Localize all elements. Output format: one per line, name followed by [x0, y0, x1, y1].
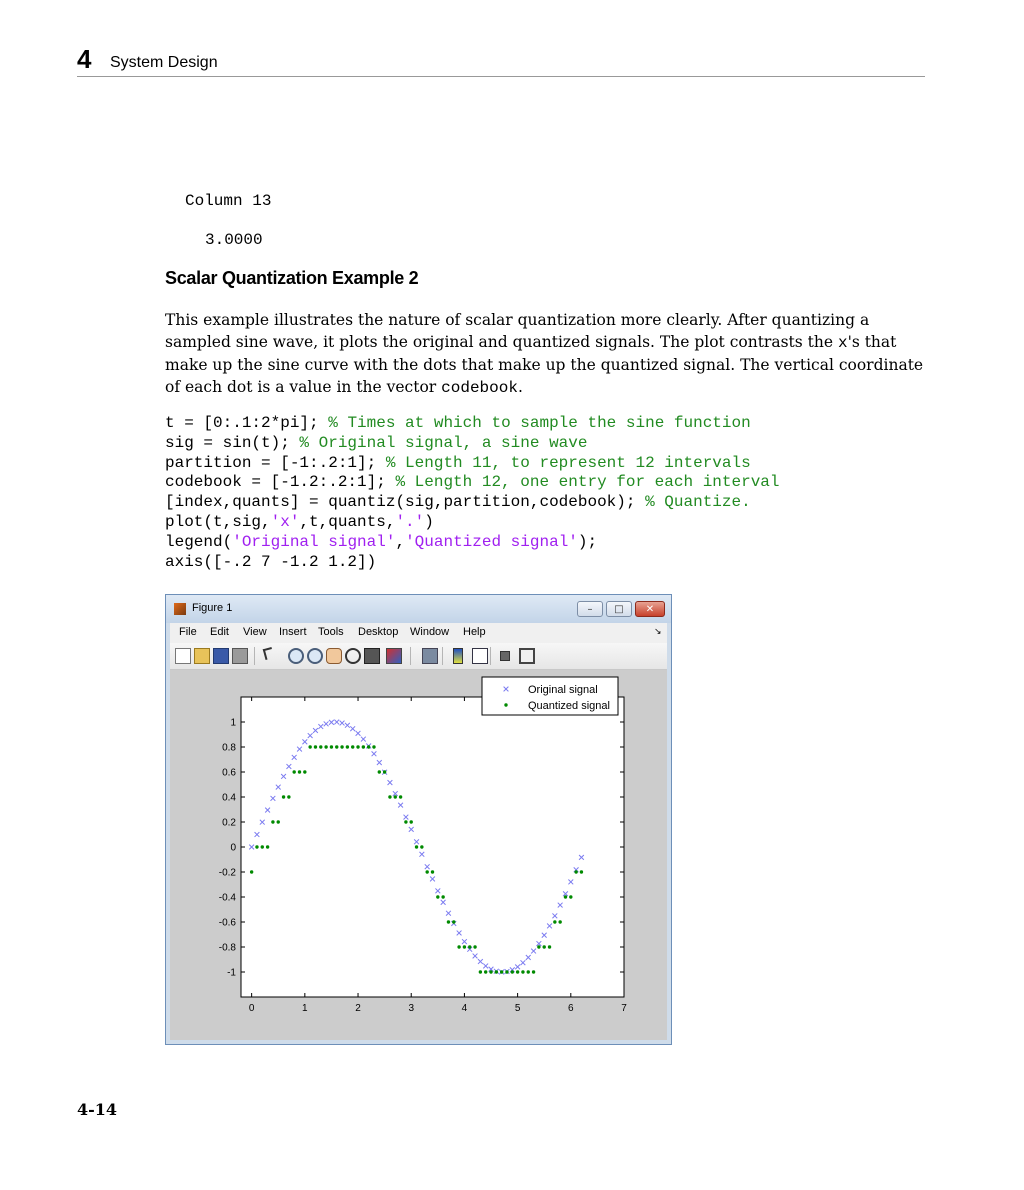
- quantized-signal-point: [537, 945, 540, 948]
- quantized-signal-point: [378, 770, 381, 773]
- quantized-signal-point: [261, 845, 264, 848]
- hide-tools-icon[interactable]: [500, 651, 510, 661]
- quantized-signal-point: [580, 870, 583, 873]
- y-tick-label: -0.2: [218, 867, 236, 879]
- quantized-signal-point: [415, 845, 418, 848]
- figure-canvas[interactable]: [170, 670, 667, 1040]
- quantized-signal-point: [436, 895, 439, 898]
- x-tick-label: 0: [248, 1003, 255, 1014]
- legend-icon[interactable]: [472, 648, 488, 664]
- y-tick-label: 0.2: [222, 817, 236, 829]
- print-icon[interactable]: [232, 648, 248, 664]
- y-tick-label: -1: [227, 967, 236, 979]
- y-tick-label: 0: [230, 842, 236, 854]
- paragraph-text-1: This example illustrates the nature of scalar quantization more clearly. After quantizing a sampled sine wave, it plots the original and quantized signals. The plot contrasts the: [165, 311, 870, 351]
- quantized-signal-point: [292, 770, 295, 773]
- pointer-icon[interactable]: [263, 647, 275, 660]
- quantized-signal-point: [420, 845, 423, 848]
- quantized-signal-point: [298, 770, 301, 773]
- new-figure-icon[interactable]: [175, 648, 191, 664]
- maximize-button[interactable]: □: [606, 601, 632, 617]
- output-value: 3.0000: [205, 231, 263, 249]
- quantized-signal-point: [282, 795, 285, 798]
- brush-icon[interactable]: [386, 648, 402, 664]
- matlab-logo-icon: [174, 603, 186, 615]
- y-tick-label: 1: [230, 717, 236, 729]
- plot-svg[interactable]: [170, 670, 667, 1040]
- quantized-signal-point: [425, 870, 428, 873]
- link-icon[interactable]: [422, 648, 438, 664]
- quantized-signal-point: [399, 795, 402, 798]
- code-text: ,t,quants,: [299, 512, 396, 531]
- quantized-signal-point: [330, 745, 333, 748]
- header-rule: [77, 76, 925, 77]
- quantized-signal-point: [383, 770, 386, 773]
- quantized-signal-point: [431, 870, 434, 873]
- code-line: [165, 414, 780, 434]
- pan-hand-icon[interactable]: [326, 648, 342, 664]
- chapter-number: 4: [77, 44, 92, 74]
- quantized-signal-point: [457, 945, 460, 948]
- quantized-signal-point: [308, 745, 311, 748]
- quantized-signal-point: [527, 970, 530, 973]
- code-text: plot(t,sig,: [165, 512, 271, 531]
- quantized-signal-point: [346, 745, 349, 748]
- quantized-signal-point: [484, 970, 487, 973]
- quantized-signal-point: [505, 970, 508, 973]
- quantized-signal-point: [463, 945, 466, 948]
- inline-code-codebook: codebook: [441, 379, 518, 397]
- quantized-signal-point: [362, 745, 365, 748]
- code-string: '.': [395, 512, 425, 531]
- section-title: Scalar Quantization Example 2: [165, 268, 419, 288]
- legend-original-label: Original signal: [528, 684, 598, 696]
- toolbar-separator: [442, 647, 443, 665]
- quantized-signal-point: [495, 970, 498, 973]
- menu-desktop[interactable]: Desktop: [358, 626, 399, 638]
- quantized-signal-point: [410, 820, 413, 823]
- menu-file[interactable]: File: [179, 626, 197, 638]
- code-text: ,: [395, 532, 406, 551]
- quantized-signal-point: [324, 745, 327, 748]
- quantized-signal-point: [489, 970, 492, 973]
- quantized-signal-point: [511, 970, 514, 973]
- menu-window[interactable]: Window: [410, 626, 450, 638]
- quantized-signal-point: [441, 895, 444, 898]
- inline-code-x: x: [837, 334, 848, 352]
- quantized-signal-point: [543, 945, 546, 948]
- save-icon[interactable]: [213, 648, 229, 664]
- menu-help[interactable]: Help: [463, 626, 486, 638]
- x-tick-label: 5: [514, 1003, 521, 1014]
- x-tick-label: 1: [302, 1003, 308, 1014]
- code-comment: % Quantize.: [645, 493, 751, 512]
- page-number: 4-14: [77, 1100, 118, 1119]
- paragraph-text-2: 's that make up the sine curve with the dots that make up the quantized signal. The vertical coordinate of each dot is a value in the vector: [165, 333, 924, 396]
- zoom-out-icon[interactable]: [307, 648, 323, 664]
- close-button[interactable]: ✕: [635, 601, 665, 617]
- code-line: [165, 454, 780, 474]
- data-cursor-icon[interactable]: [364, 648, 380, 664]
- y-tick-label: 0.4: [222, 792, 236, 804]
- toolbar-separator: [490, 647, 491, 665]
- quantized-signal-point: [479, 970, 482, 973]
- quantized-signal-point: [255, 845, 258, 848]
- code-line: [165, 434, 780, 454]
- quantized-signal-point: [335, 745, 338, 748]
- toolbar-separator: [254, 647, 255, 665]
- y-tick-label: -0.4: [218, 892, 236, 904]
- code-string: 'Original signal': [232, 532, 396, 551]
- colorbar-icon[interactable]: [453, 648, 463, 664]
- output-column-label: Column 13: [185, 192, 272, 210]
- quantized-signal-point: [473, 945, 476, 948]
- code-line: [165, 553, 780, 573]
- dock-arrow-icon[interactable]: ↘: [654, 626, 662, 636]
- code-comment: % Length 11, to represent 12 intervals: [385, 453, 751, 472]
- code-line: [165, 513, 780, 533]
- quantized-signal-point: [548, 945, 551, 948]
- quantized-signal-point: [271, 820, 274, 823]
- quantized-signal-point: [367, 745, 370, 748]
- code-line: [165, 493, 780, 513]
- menu-insert[interactable]: Insert: [279, 626, 307, 638]
- quantized-signal-point: [447, 920, 450, 923]
- quantized-signal-point: [394, 795, 397, 798]
- quantized-signal-point: [553, 920, 556, 923]
- code-comment: % Original signal, a sine wave: [299, 433, 588, 452]
- quantized-signal-point: [404, 820, 407, 823]
- zoom-in-icon[interactable]: [288, 648, 304, 664]
- code-line: [165, 473, 780, 493]
- code-text: partition = [-1:.2:1];: [165, 453, 386, 472]
- code-line: [165, 533, 780, 553]
- code-text: [index,quants] = quantiz(sig,partition,codebook);: [165, 493, 646, 512]
- figure-titlebar[interactable]: [166, 595, 671, 623]
- x-tick-label: 7: [621, 1003, 627, 1014]
- quantized-signal-point: [303, 770, 306, 773]
- menu-tools[interactable]: Tools: [318, 626, 344, 638]
- code-comment: % Times at which to sample the sine function: [328, 414, 751, 432]
- quantized-signal-point: [287, 795, 290, 798]
- legend-quantized-label: Quantized signal: [528, 700, 610, 712]
- quantized-signal-point: [521, 970, 524, 973]
- paragraph-text-3: .: [517, 378, 523, 396]
- body-paragraph: [165, 309, 925, 399]
- figure-window[interactable]: [165, 594, 672, 1045]
- quantized-signal-point: [516, 970, 519, 973]
- quantized-signal-point: [558, 920, 561, 923]
- y-tick-label: -0.6: [218, 917, 236, 929]
- plot-axes-box[interactable]: [241, 697, 624, 997]
- quantized-signal-point: [351, 745, 354, 748]
- quantized-signal-point: [564, 895, 567, 898]
- x-tick-label: 3: [408, 1003, 415, 1014]
- code-text: ): [424, 512, 434, 531]
- open-file-icon[interactable]: [194, 648, 210, 664]
- menu-edit[interactable]: Edit: [210, 626, 229, 638]
- code-text: legend(: [165, 532, 233, 551]
- y-tick-label: -0.8: [218, 942, 236, 954]
- code-text: axis([-.2 7 -1.2 1.2]): [165, 552, 377, 571]
- quantized-signal-point: [372, 745, 375, 748]
- toolbar-separator: [410, 647, 411, 665]
- quantized-signal-point: [266, 845, 269, 848]
- quantized-signal-point: [569, 895, 572, 898]
- x-tick-label: 4: [461, 1003, 468, 1014]
- quantized-signal-point: [574, 870, 577, 873]
- legend-quantized-marker: [504, 703, 507, 706]
- quantized-signal-point: [277, 820, 280, 823]
- quantized-signal-point: [250, 870, 253, 873]
- code-string: 'Quantized signal': [405, 532, 578, 551]
- figure-toolbar: [170, 643, 667, 670]
- code-comment: % Length 12, one entry for each interval: [395, 473, 780, 492]
- code-text: );: [577, 532, 598, 551]
- quantized-signal-point: [340, 745, 343, 748]
- quantized-signal-point: [532, 970, 535, 973]
- chapter-title: System Design: [110, 54, 218, 71]
- minimize-button[interactable]: –: [577, 601, 603, 617]
- figure-title: Figure 1: [192, 602, 233, 614]
- rotate-3d-icon[interactable]: [345, 648, 361, 664]
- quantized-signal-point: [468, 945, 471, 948]
- code-text: sig = sin(t);: [165, 433, 300, 452]
- y-tick-label: 0.6: [222, 767, 236, 779]
- quantized-signal-point: [314, 745, 317, 748]
- menu-view[interactable]: View: [243, 626, 267, 638]
- x-tick-label: 2: [355, 1003, 361, 1014]
- quantized-signal-point: [319, 745, 322, 748]
- code-text: t = [0:.1:2*pi];: [165, 414, 329, 432]
- code-listing: [165, 414, 780, 572]
- quantized-signal-point: [500, 970, 503, 973]
- y-tick-label: 0.8: [222, 742, 236, 754]
- quantized-signal-point: [356, 745, 359, 748]
- x-tick-label: 6: [568, 1003, 574, 1014]
- quantized-signal-point: [452, 920, 455, 923]
- show-tools-icon[interactable]: [519, 648, 535, 664]
- code-string: 'x': [270, 512, 300, 531]
- code-text: codebook = [-1.2:.2:1];: [165, 473, 396, 492]
- figure-menubar: [170, 623, 667, 644]
- quantized-signal-point: [388, 795, 391, 798]
